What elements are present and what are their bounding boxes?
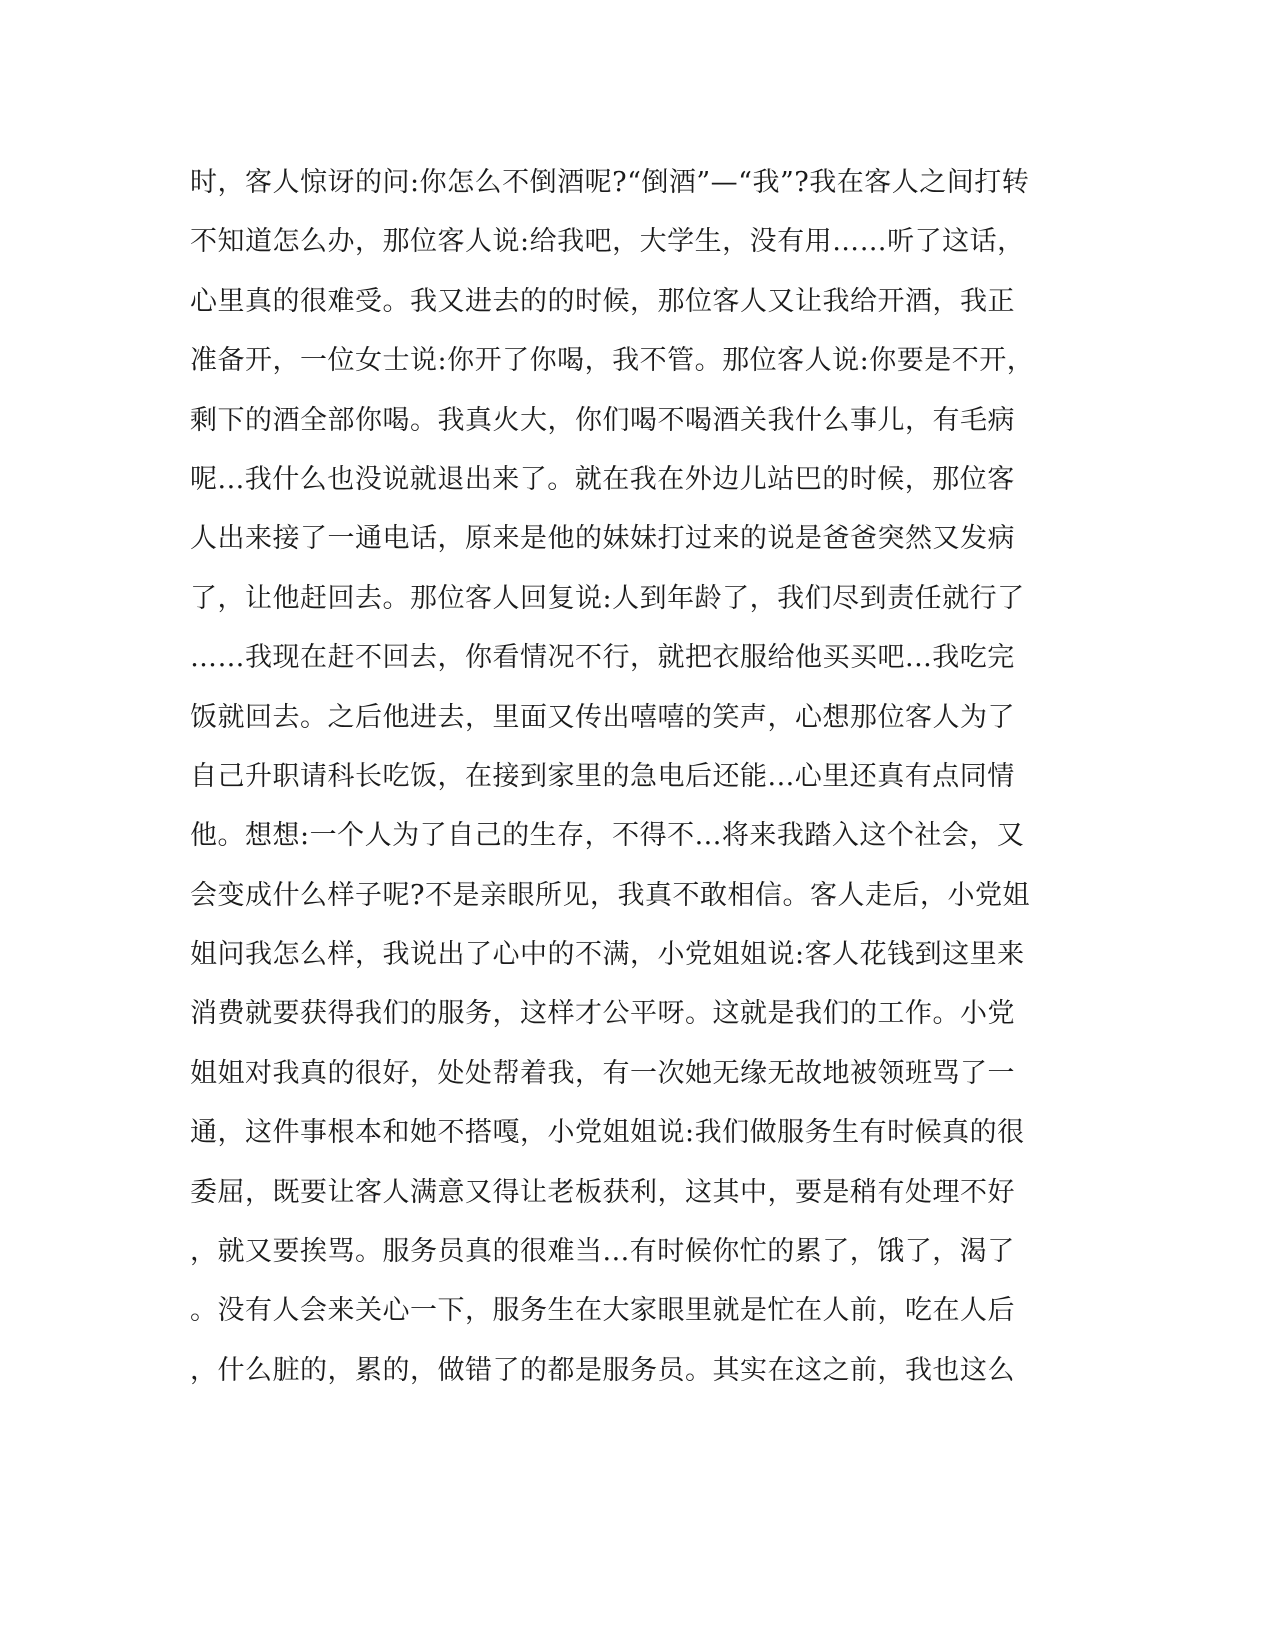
- text-line: 他。想想:一个人为了自己的生存，不得不...将来我踏入这个社会，又: [190, 820, 1025, 852]
- text-line: ……我现在赶不回去，你看情况不行，就把衣服给他买买吧...我吃完: [190, 642, 1015, 674]
- text-line: 。没有人会来关心一下，服务生在大家眼里就是忙在人前，吃在人后: [190, 1295, 1015, 1327]
- text-line: ，什么脏的，累的，做错了的都是服务员。其实在这之前，我也这么: [190, 1354, 1015, 1386]
- text-line: 剩下的酒全部你喝。我真火大，你们喝不喝酒关我什么事儿，有毛病: [190, 404, 1015, 436]
- text-line: 呢...我什么也没说就退出来了。就在我在外边儿站巴的时候，那位客: [190, 463, 1015, 495]
- text-line: 了，让他赶回去。那位客人回复说:人到年龄了，我们尽到责任就行了: [190, 582, 1025, 614]
- text-line: 姐姐对我真的很好，处处帮着我，有一次她无缘无故地被领班骂了一: [190, 1057, 1015, 1089]
- text-line: 会变成什么样子呢?不是亲眼所见，我真不敢相信。客人走后，小党姐: [190, 879, 1030, 911]
- text-line: ，就又要挨骂。服务员真的很难当...有时候你忙的累了，饿了，渴了: [190, 1236, 1015, 1268]
- text-line: 姐问我怎么样，我说出了心中的不满，小党姐姐说:客人花钱到这里来: [190, 939, 1025, 971]
- text-line: 通，这件事根本和她不搭嘎，小党姐姐说:我们做服务生有时候真的很: [190, 1117, 1025, 1149]
- text-line: 委屈，既要让客人满意又得让老板获利，这其中，要是稍有处理不好: [190, 1176, 1015, 1208]
- text-line: 消费就要获得我们的服务，这样才公平呀。这就是我们的工作。小党: [190, 998, 1015, 1030]
- text-line: 心里真的很难受。我又进去的的时候，那位客人又让我给开酒，我正: [190, 285, 1015, 317]
- text-line: 不知道怎么办，那位客人说:给我吧，大学生，没有用……听了这话，: [190, 226, 1025, 258]
- text-line: 准备开，一位女士说:你开了你喝，我不管。那位客人说:你要是不开，: [190, 345, 1035, 377]
- text-line: 饭就回去。之后他进去，里面又传出嘻嘻的笑声，心想那位客人为了: [190, 701, 1015, 733]
- text-line: 自己升职请科长吃饭，在接到家里的急电后还能...心里还真有点同情: [190, 760, 1015, 792]
- text-line: 人出来接了一通电话，原来是他的妹妹打过来的说是爸爸突然又发病: [190, 523, 1015, 555]
- text-line: 时，客人惊讶的问:你怎么不倒酒呢?“倒酒”—“我”?我在客人之间打转: [190, 167, 1030, 198]
- body-text: [190, 158, 1080, 1405]
